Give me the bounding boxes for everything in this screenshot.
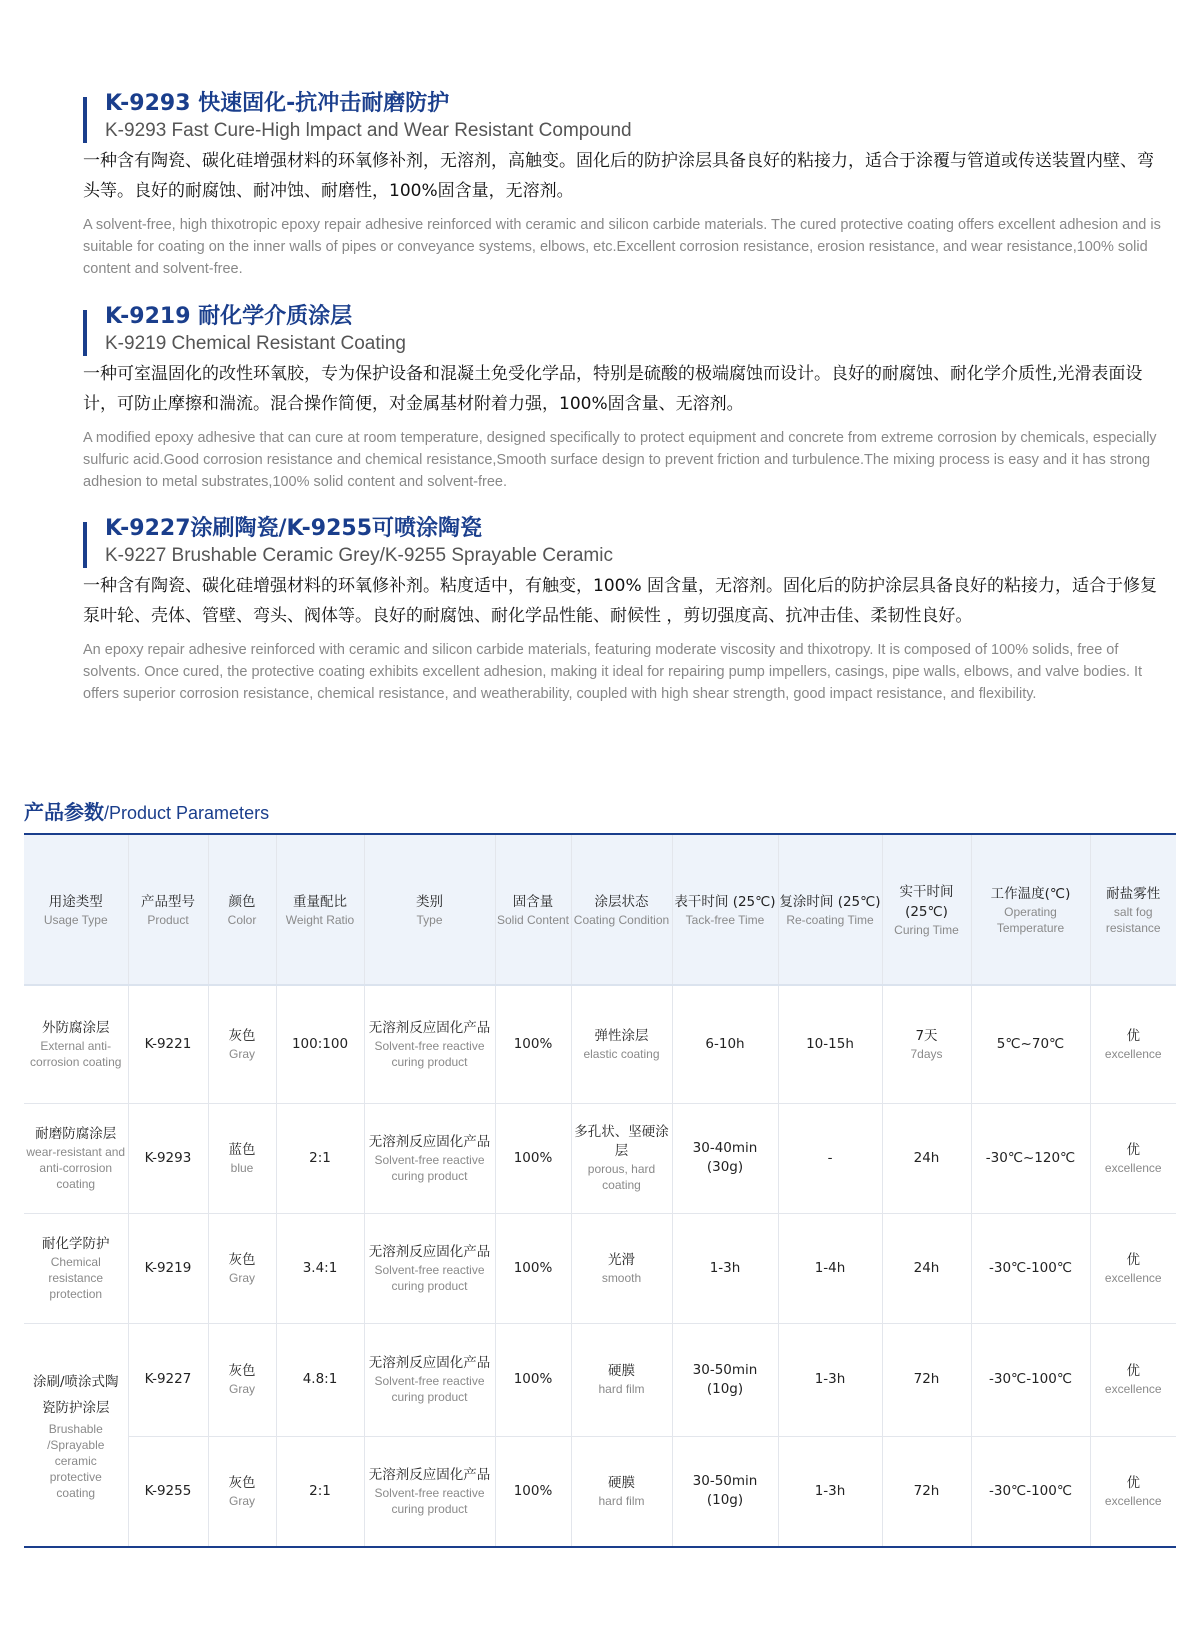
cell-usage: 外防腐涂层 External anti-corrosion coating <box>24 985 128 1103</box>
cell-solid: 100% <box>495 1103 571 1213</box>
cell-type: 无溶剂反应固化产品 Solvent-free reactive curing product <box>364 1213 495 1323</box>
product-title-block <box>83 515 1163 569</box>
cell-product: K-9293 <box>128 1103 208 1213</box>
table-row <box>24 1213 1176 1323</box>
col-header-type: 类别 Type <box>364 835 495 985</box>
col-header-product: 产品型号 Product <box>128 835 208 985</box>
cell-temp: -30℃-100℃ <box>971 1213 1090 1323</box>
cell-ratio: 2:1 <box>276 1436 364 1546</box>
product-title-cn: K-9219 耐化学介质涂层 <box>105 304 353 329</box>
cell-solid: 100% <box>495 1213 571 1323</box>
cell-type: 无溶剂反应固化产品 Solvent-free reactive curing product <box>364 985 495 1103</box>
table-row <box>24 1323 1176 1436</box>
product-title-en: K-9219 Chemical Resistant Coating <box>105 333 406 354</box>
cell-tack: 30-50min (10g) <box>672 1436 778 1546</box>
params-heading <box>24 796 269 825</box>
product-desc-en: A modified epoxy adhesive that can cure at room temperature, designed specifically to protect equipment and concrete from extreme corrosion by chemicals, especially sulfuric acid.Good corrosion resistance and chemical resistance,Smooth surface design to prevent friction and turbulence.The mixing process is easy and it has strong adhesion to metal substrates,100% solid content and solvent-free. <box>83 430 1157 490</box>
product-desc-cn: 一种含有陶瓷、碳化硅增强材料的环氧修补剂。粘度适中，有触变，100% 固含量，无溶剂。固化后的防护涂层具备良好的粘接力，适合于修复泵叶轮、壳体、管壁、弯头、阀体等。良好的耐腐蚀、耐化学品性能、耐候性 ，剪切强度高、抗冲击佳、柔韧性良好。 <box>83 576 1158 626</box>
cell-ratio: 3.4:1 <box>276 1213 364 1323</box>
cell-color: 蓝色 blue <box>208 1103 276 1213</box>
cell-recoat: 1-4h <box>778 1213 882 1323</box>
col-header-usage: 用途类型 Usage Type <box>24 835 128 985</box>
title-accent-bar <box>83 522 87 568</box>
cell-salt: 优 excellence <box>1090 1213 1176 1323</box>
cell-usage: 耐磨防腐涂层 wear-resistant and anti-corrosion coating <box>24 1103 128 1213</box>
cell-product: K-9219 <box>128 1213 208 1323</box>
product-desc-en: An epoxy repair adhesive reinforced with ceramic and silicon carbide materials, featuring moderate viscosity and thixotropy. It is composed of 100% solids, free of solvents. Once cured, the protective coating exhibits excellent adhesion, making it ideal for repairing pump impellers, casings, pipe walls, elbows, and valve bodies. It offers superior corrosion resistance, chemical resistance, and weatherability, coupled with high shear strength, good impact resistance, and flexibility. <box>83 642 1143 702</box>
cell-salt: 优 excellence <box>1090 1103 1176 1213</box>
cell-color: 灰色 Gray <box>208 1213 276 1323</box>
cell-ratio: 100:100 <box>276 985 364 1103</box>
cell-product: K-9255 <box>128 1436 208 1546</box>
cell-salt: 优 excellence <box>1090 1323 1176 1436</box>
cell-temp: -30℃-100℃ <box>971 1323 1090 1436</box>
product-desc-en: A solvent-free, high thixotropic epoxy repair adhesive reinforced with ceramic and silicon carbide materials. The cured protective coating offers excellent adhesion and is suitable for coating on the inner walls of pipes or conveyance systems, elbows, etc.Excellent corrosion resistance, erosion resistance, and wear resistance,100% solid content and solvent-free. <box>83 217 1161 277</box>
cell-ratio: 4.8:1 <box>276 1323 364 1436</box>
cell-solid: 100% <box>495 1436 571 1546</box>
cell-tack: 30-40min (30g) <box>672 1103 778 1213</box>
product-desc-cn: 一种可室温固化的改性环氧胶，专为保护设备和混凝土免受化学品，特别是硫酸的极端腐蚀而设计。良好的耐腐蚀、耐化学介质性,光滑表面设计，可防止摩擦和湍流。混合操作简便，对金属基材附着力强，100%固含量、无溶剂。 <box>83 364 1143 414</box>
cell-coating: 光滑 smooth <box>571 1213 672 1323</box>
cell-temp: 5℃~70℃ <box>971 985 1090 1103</box>
product-section-k9293 <box>83 90 1163 280</box>
cell-recoat: - <box>778 1103 882 1213</box>
cell-cure: 24h <box>882 1213 971 1323</box>
table-row <box>24 985 1176 1103</box>
params-table <box>24 835 1176 1547</box>
product-section-k9227-k9255 <box>83 515 1163 705</box>
col-header-ratio: 重量配比 Weight Ratio <box>276 835 364 985</box>
cell-usage: 耐化学防护 Chemical resistance protection <box>24 1213 128 1323</box>
product-title-block <box>83 90 1163 144</box>
params-bottom-rule <box>24 1546 1176 1548</box>
cell-tack: 1-3h <box>672 1213 778 1323</box>
cell-salt: 优 excellence <box>1090 985 1176 1103</box>
col-header-tack: 表干时间 (25℃) Tack-free Time <box>672 835 778 985</box>
product-title-en: K-9293 Fast Cure-High lmpact and Wear Resistant Compound <box>105 120 632 141</box>
cell-color: 灰色 Gray <box>208 1436 276 1546</box>
cell-salt: 优 excellence <box>1090 1436 1176 1546</box>
cell-cure: 7天 7days <box>882 985 971 1103</box>
table-row <box>24 1436 1176 1546</box>
product-section-k9219 <box>83 303 1163 493</box>
col-header-coating: 涂层状态 Coating Condition <box>571 835 672 985</box>
cell-tack: 30-50min (10g) <box>672 1323 778 1436</box>
cell-ratio: 2:1 <box>276 1103 364 1213</box>
cell-product: K-9227 <box>128 1323 208 1436</box>
cell-color: 灰色 Gray <box>208 1323 276 1436</box>
params-header-row <box>24 835 1176 985</box>
product-title-cn: K-9293 快速固化-抗冲击耐磨防护 <box>105 91 450 116</box>
cell-recoat: 1-3h <box>778 1436 882 1546</box>
title-accent-bar <box>83 310 87 356</box>
params-heading-en: /Product Parameters <box>104 803 270 823</box>
cell-color: 灰色 Gray <box>208 985 276 1103</box>
col-header-salt: 耐盐雾性 salt fog resistance <box>1090 835 1176 985</box>
col-header-temp: 工作温度(℃) Operating Temperature <box>971 835 1090 985</box>
table-row <box>24 1103 1176 1213</box>
col-header-solid: 固含量 Solid Content <box>495 835 571 985</box>
product-title-block <box>83 303 1163 357</box>
cell-solid: 100% <box>495 985 571 1103</box>
cell-coating: 硬膜 hard film <box>571 1323 672 1436</box>
cell-product: K-9221 <box>128 985 208 1103</box>
cell-coating: 多孔状、坚硬涂层 porous, hard coating <box>571 1103 672 1213</box>
product-title-cn: K-9227涂刷陶瓷/K-9255可喷涂陶瓷 <box>105 516 483 541</box>
cell-temp: -30℃~120℃ <box>971 1103 1090 1213</box>
col-header-recoat: 复涂时间 (25℃) Re-coating Time <box>778 835 882 985</box>
col-header-color: 颜色 Color <box>208 835 276 985</box>
cell-coating: 硬膜 hard film <box>571 1436 672 1546</box>
cell-coating: 弹性涂层 elastic coating <box>571 985 672 1103</box>
params-heading-cn: 产品参数 <box>24 800 104 824</box>
title-accent-bar <box>83 97 87 143</box>
cell-solid: 100% <box>495 1323 571 1436</box>
cell-type: 无溶剂反应固化产品 Solvent-free reactive curing product <box>364 1323 495 1436</box>
cell-usage: 涂刷/喷涂式陶瓷防护涂层 Brushable /Sprayable ceramic protective coating <box>24 1323 128 1546</box>
cell-type: 无溶剂反应固化产品 Solvent-free reactive curing product <box>364 1436 495 1546</box>
product-desc-cn: 一种含有陶瓷、碳化硅增强材料的环氧修补剂，无溶剂，高触变。固化后的防护涂层具备良好的粘接力，适合于涂覆与管道或传送装置内壁、弯头等。良好的耐腐蚀、耐冲蚀、耐磨性，100%固含量，无溶剂。 <box>83 151 1154 201</box>
cell-recoat: 10-15h <box>778 985 882 1103</box>
cell-cure: 72h <box>882 1323 971 1436</box>
cell-type: 无溶剂反应固化产品 Solvent-free reactive curing product <box>364 1103 495 1213</box>
cell-cure: 24h <box>882 1103 971 1213</box>
cell-recoat: 1-3h <box>778 1323 882 1436</box>
cell-temp: -30℃-100℃ <box>971 1436 1090 1546</box>
col-header-cure: 实干时间 (25℃) Curing Time <box>882 835 971 985</box>
cell-cure: 72h <box>882 1436 971 1546</box>
product-title-en: K-9227 Brushable Ceramic Grey/K-9255 Sprayable Ceramic <box>105 545 613 566</box>
cell-tack: 6-10h <box>672 985 778 1103</box>
